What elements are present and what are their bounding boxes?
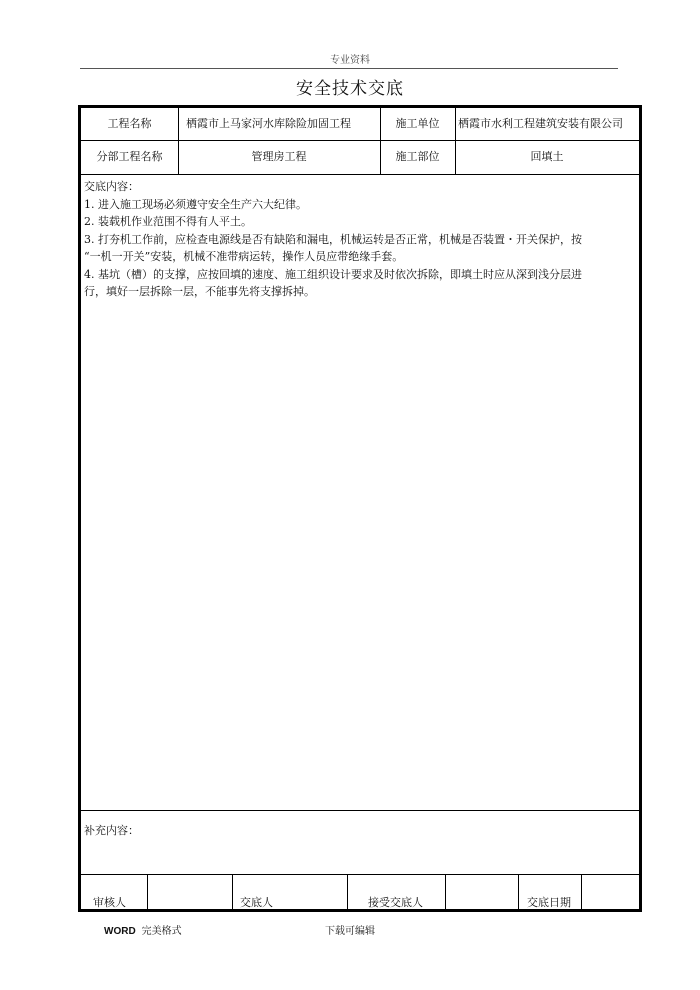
column-divider xyxy=(147,874,148,910)
row-divider xyxy=(81,874,639,875)
discloser-label: 交底人 xyxy=(240,896,273,909)
content-line: “一机一开关”安装，机械不准带病运转，操作人员应带绝缘手套。 xyxy=(84,250,404,263)
column-divider xyxy=(445,874,446,910)
column-divider xyxy=(232,874,233,910)
row-divider xyxy=(81,174,639,175)
footer-format-text: 完美格式 xyxy=(141,926,182,937)
content-line: 1. 进入施工现场必须遵守安全生产六大纪律。 xyxy=(84,197,307,211)
footer-download: 下载可编辑 xyxy=(325,926,375,937)
construction-unit-value: 栖霞市水利工程建筑安装有限公司 xyxy=(458,117,623,130)
date-label: 交底日期 xyxy=(527,896,571,909)
content-line: 行，填好一层拆除一层，不能事先将支撑拆掉。 xyxy=(84,285,315,298)
column-divider xyxy=(455,108,456,174)
column-divider xyxy=(518,874,519,910)
column-divider xyxy=(581,874,582,910)
receiver-label: 接受交底人 xyxy=(368,896,423,909)
content-heading: 交底内容： xyxy=(84,180,139,193)
disclosure-form xyxy=(78,105,642,912)
content-line: 2. 装载机作业范围不得有人平土。 xyxy=(84,215,252,228)
row-divider xyxy=(81,140,639,141)
construction-part-label: 施工部位 xyxy=(395,150,440,163)
column-divider xyxy=(178,108,179,174)
construction-unit-label: 施工单位 xyxy=(395,117,440,130)
content-line: 4. 基坑（槽）的支撑，应按回填的速度、施工组织设计要求及时依次拆除，即填土时应从深到浅分层进 xyxy=(84,267,582,281)
project-name-value: 栖霞市上马家河水库除险加固工程 xyxy=(186,117,351,130)
sub-project-label: 分部工程名称 xyxy=(96,150,163,163)
project-name-label: 工程名称 xyxy=(107,117,152,130)
construction-part-value: 回填土 xyxy=(530,150,564,163)
reviewer-label: 审核人 xyxy=(93,896,126,909)
header-rule xyxy=(80,68,618,69)
row-divider xyxy=(81,810,639,811)
content-line: 3. 打夯机工作前，应检查电源线是否有缺陷和漏电，机械运转是否正常，机械是否装置・开关保护，按 xyxy=(84,232,582,246)
document-title: 安全技术交底 xyxy=(296,79,404,99)
footer-word: WORD xyxy=(104,926,136,937)
column-divider xyxy=(347,874,348,910)
disclosure-content xyxy=(84,178,634,301)
header-label: 专业资料 xyxy=(330,55,370,66)
supplement-label: 补充内容： xyxy=(84,824,139,837)
sub-project-value: 管理房工程 xyxy=(251,150,307,163)
